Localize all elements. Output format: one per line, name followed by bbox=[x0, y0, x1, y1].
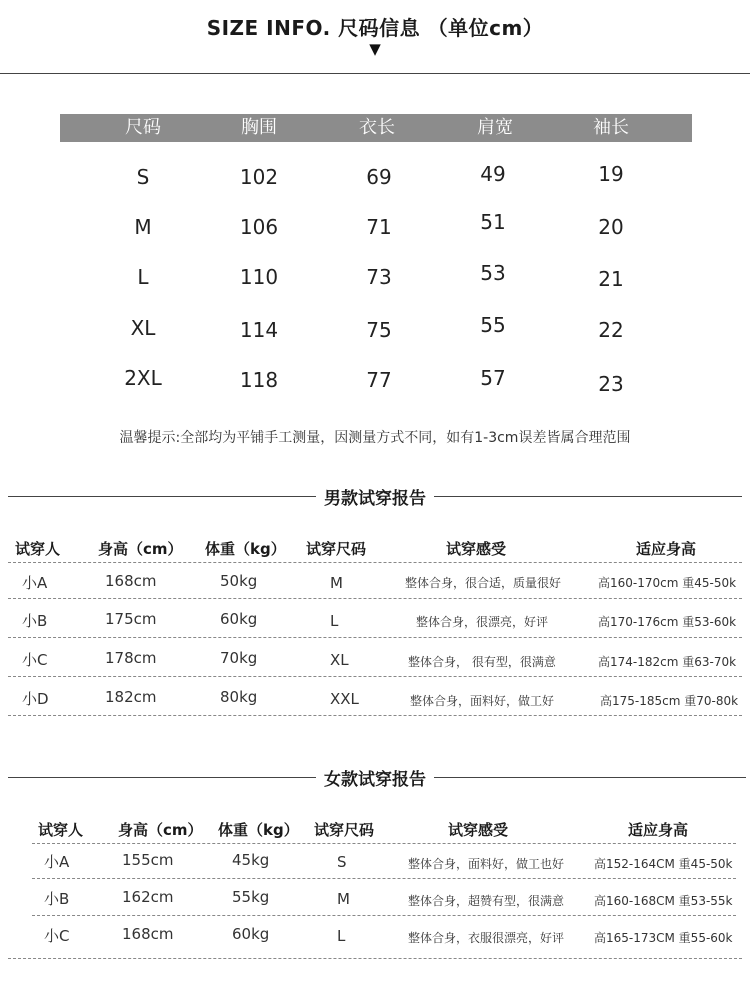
fit-range-cell: 高160-168CM 重53-55k bbox=[594, 894, 733, 908]
sleeve-cell: 19 bbox=[598, 162, 624, 186]
tester-cell: 小A bbox=[44, 853, 70, 871]
shoulder-cell: 49 bbox=[480, 162, 506, 186]
fit-range-cell: 高170-176cm 重53-60k bbox=[598, 615, 737, 629]
weight-cell: 70kg bbox=[220, 649, 258, 667]
height-cell: 155cm bbox=[122, 851, 174, 869]
size-cell: M bbox=[330, 574, 343, 592]
feedback-cell: 整体合身， 很有型，很满意 bbox=[408, 655, 556, 669]
measurement-tip: 温馨提示:全部均为平铺手工测量，因测量方式不同，如有1-3cm误差皆属合理范围 bbox=[119, 430, 631, 446]
tester-cell: 小D bbox=[22, 690, 49, 708]
shoulder-cell: 51 bbox=[480, 210, 506, 234]
length-cell: 71 bbox=[366, 215, 392, 239]
weight-cell: 60kg bbox=[232, 925, 270, 943]
fit-range-cell: 高165-173CM 重55-60k bbox=[594, 931, 733, 945]
height-cell: 178cm bbox=[105, 649, 157, 667]
size-cell: L bbox=[137, 265, 149, 289]
row-divider bbox=[8, 676, 742, 677]
tester-cell: 小B bbox=[44, 890, 70, 908]
down-arrow-icon: ▼ bbox=[369, 40, 381, 58]
size-col-sleeve: 袖长 bbox=[593, 117, 629, 138]
tester-cell: 小C bbox=[44, 927, 70, 945]
shoulder-cell: 53 bbox=[480, 261, 506, 285]
weight-cell: 45kg bbox=[232, 851, 270, 869]
feedback-cell: 整体合身，很合适，质量很好 bbox=[405, 576, 562, 590]
row-divider bbox=[8, 637, 742, 638]
feedback-cell: 整体合身，衣服很漂亮，好评 bbox=[408, 931, 565, 945]
chest-cell: 114 bbox=[239, 318, 279, 342]
chest-cell: 106 bbox=[239, 215, 279, 239]
col-size: 试穿尺码 bbox=[306, 540, 367, 558]
length-cell: 73 bbox=[366, 265, 392, 289]
page-title: SIZE INFO. 尺码信息 （单位cm） bbox=[206, 16, 544, 40]
size-cell: S bbox=[136, 165, 150, 189]
size-cell: 2XL bbox=[124, 366, 162, 390]
sleeve-cell: 23 bbox=[598, 372, 624, 396]
row-divider bbox=[8, 958, 742, 959]
size-cell: XXL bbox=[330, 690, 359, 708]
length-cell: 75 bbox=[366, 318, 392, 342]
size-cell: L bbox=[330, 612, 339, 630]
size-cell: S bbox=[337, 853, 347, 871]
fit-range-cell: 高174-182cm 重63-70k bbox=[598, 655, 737, 669]
col-fit-range: 适应身高 bbox=[636, 540, 697, 558]
height-cell: 175cm bbox=[105, 610, 157, 628]
sleeve-cell: 22 bbox=[598, 318, 624, 342]
women-section-title: 女款试穿报告 bbox=[316, 770, 434, 790]
size-cell: XL bbox=[130, 316, 156, 340]
men-section-title: 男款试穿报告 bbox=[316, 489, 434, 509]
weight-cell: 50kg bbox=[220, 572, 258, 590]
size-col-length: 衣长 bbox=[359, 117, 395, 138]
weight-cell: 80kg bbox=[220, 688, 258, 706]
sleeve-cell: 20 bbox=[598, 215, 624, 239]
length-cell: 77 bbox=[366, 368, 392, 392]
height-cell: 162cm bbox=[122, 888, 174, 906]
shoulder-cell: 55 bbox=[480, 313, 506, 337]
height-cell: 168cm bbox=[105, 572, 157, 590]
chest-cell: 102 bbox=[239, 165, 279, 189]
fit-range-cell: 高160-170cm 重45-50k bbox=[598, 576, 737, 590]
size-cell: L bbox=[337, 927, 346, 945]
feedback-cell: 整体合身，面料好，做工好 bbox=[410, 694, 555, 708]
size-cell: M bbox=[134, 215, 152, 239]
length-cell: 69 bbox=[366, 165, 392, 189]
title-divider bbox=[0, 73, 750, 74]
shoulder-cell: 57 bbox=[480, 366, 506, 390]
col-weight: 体重（kg） bbox=[205, 540, 286, 558]
col-height: 身高（cm） bbox=[118, 821, 203, 839]
weight-cell: 55kg bbox=[232, 888, 270, 906]
height-cell: 168cm bbox=[122, 925, 174, 943]
size-col-shoulder: 肩宽 bbox=[477, 117, 513, 138]
feedback-cell: 整体合身，面料好，做工也好 bbox=[408, 857, 565, 871]
feedback-cell: 整体合身，超赞有型，很满意 bbox=[408, 894, 565, 908]
col-feedback: 试穿感受 bbox=[448, 821, 509, 839]
col-tester: 试穿人 bbox=[38, 821, 84, 839]
fit-range-cell: 高152-164CM 重45-50k bbox=[594, 857, 733, 871]
col-height: 身高（cm） bbox=[98, 540, 183, 558]
row-divider bbox=[8, 598, 742, 599]
col-tester: 试穿人 bbox=[15, 540, 61, 558]
row-divider bbox=[32, 878, 736, 879]
feedback-cell: 整体合身，很漂亮，好评 bbox=[416, 615, 549, 629]
col-weight: 体重（kg） bbox=[218, 821, 299, 839]
size-col-size: 尺码 bbox=[125, 117, 161, 138]
size-cell: XL bbox=[330, 651, 349, 669]
fit-range-cell: 高175-185cm 重70-80k bbox=[600, 694, 739, 708]
chest-cell: 118 bbox=[239, 368, 279, 392]
size-table-header bbox=[60, 114, 692, 142]
size-col-chest: 胸围 bbox=[241, 117, 277, 138]
col-size: 试穿尺码 bbox=[314, 821, 375, 839]
tester-cell: 小A bbox=[22, 574, 48, 592]
size-cell: M bbox=[337, 890, 350, 908]
chest-cell: 110 bbox=[239, 265, 279, 289]
row-divider bbox=[32, 843, 736, 844]
tester-cell: 小C bbox=[22, 651, 48, 669]
row-divider bbox=[32, 915, 736, 916]
col-feedback: 试穿感受 bbox=[446, 540, 507, 558]
weight-cell: 60kg bbox=[220, 610, 258, 628]
row-divider bbox=[8, 715, 742, 716]
row-divider bbox=[8, 562, 742, 563]
tester-cell: 小B bbox=[22, 612, 48, 630]
sleeve-cell: 21 bbox=[598, 267, 624, 291]
col-fit-range: 适应身高 bbox=[628, 821, 689, 839]
height-cell: 182cm bbox=[105, 688, 157, 706]
